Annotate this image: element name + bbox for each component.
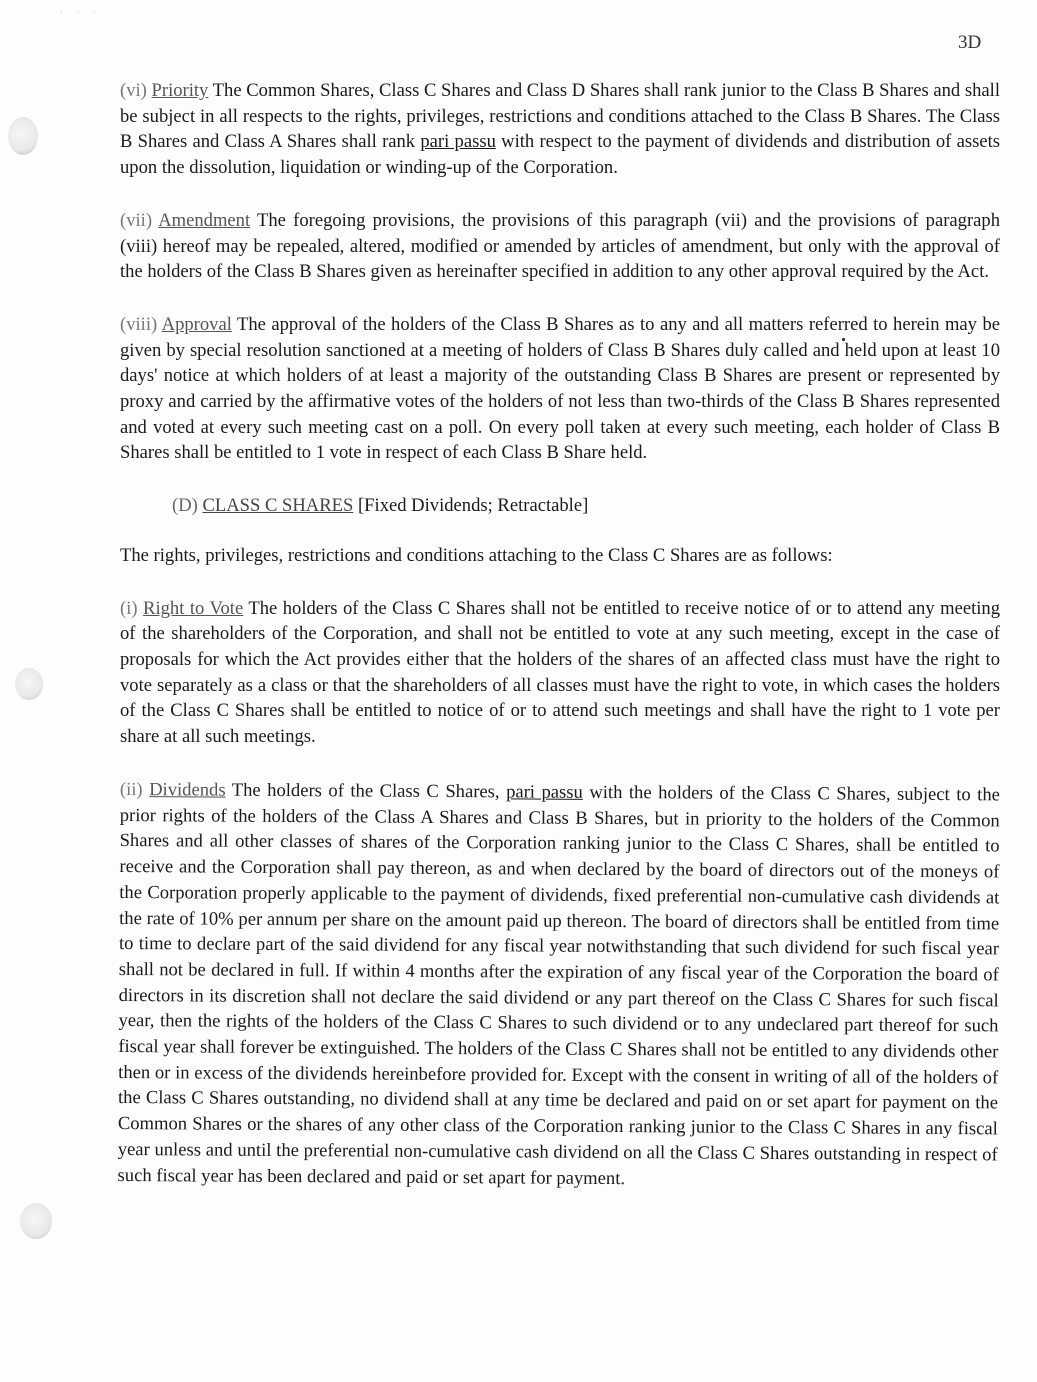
punch-hole bbox=[8, 117, 38, 155]
paragraph-amendment bbox=[120, 208, 1000, 285]
paragraph-number: (viii) bbox=[120, 313, 158, 335]
paragraph-text: The holders of the Class C Shares, bbox=[225, 779, 507, 803]
paragraph-number: (vii) bbox=[120, 209, 153, 231]
paragraph-heading: Priority bbox=[151, 80, 209, 101]
paragraph-number: (ii) bbox=[119, 778, 143, 800]
paragraph-number: (vi) bbox=[120, 80, 147, 101]
paragraph-text: The approval of the holders of the Class B Shares as to any and all matters referred to herein may be given by special resolution sanctioned at a meeting of holders of Class B Shares duly called and held upon at least 10 days' notice at which holders of at least a majority of the outstanding Class B Shares are present or represented by proxy and carried by the affirmative votes of the holders of not less than two-thirds of the Class B Shares represented and voted at every such meeting cast on a poll. On every poll taken at every such meeting, each holder of Class B Shares shall be entitled to 1 vote in respect of each Class B Share held. bbox=[120, 313, 1000, 464]
section-title: CLASS C SHARES bbox=[202, 495, 354, 517]
page-number: 3D bbox=[958, 32, 982, 53]
paragraph-text: with the holders of the Class C Shares, subject to the prior rights of the holders of the Class A Shares and Class B Shares, but in priority to the holders of the Common Shares and all other classes of shares of the Corporation ranking junior to the Class C Shares, shall be entitled to receive and the Corporation shall pay thereon, as and when declared by the board of directors out of the moneys of the Corporation properly applicable to the payment of dividends, fixed preferential non-cumulative cash dividends at the rate of 10% per annum per share on the amount paid up thereon. The board of directors shall be entitled from time to time to declare part of the said dividend for any fiscal year notwithstanding that such dividend for such fiscal year shall not be declared in full. If within 4 months after the expiration of any fiscal year of the Corporation the board of directors in its discretion shall not declare the said dividend or any part thereof on the Class C Shares for such fiscal year, then the rights of the holders of the Class C Shares to such dividend or to any undeclared part thereof for such fiscal year shall forever be extinguished. The holders of the Class C Shares shall not be entitled to any dividends other then or in excess of the dividends hereinbefore provided for. Except with the consent in writing of all of the holders of the Class C Shares outstanding, no dividend shall at any time be declared and paid on or set apart for payment on the Common Shares or the shares of any other class of the Corporation ranking junior to the Class C Shares in any fiscal year unless and until the preferential non-cumulative cash dividend on all the Class C Shares outstanding in respect of such fiscal year has been declared and paid or set apart for payment. bbox=[117, 781, 1000, 1189]
paragraph-heading: Amendment bbox=[158, 209, 251, 231]
section-subtitle: [Fixed Dividends; Retractable] bbox=[353, 495, 589, 517]
paragraph-dividends bbox=[117, 777, 999, 1194]
paragraph-text: The Common Shares, Class C Shares and Class D Shares shall rank junior to the Class B Shares and shall be subject in all respects to the rights, privileges, restrictions and conditions attached to the Class B Shares. The Class B Shares and Class A Shares shall rank bbox=[120, 80, 1000, 153]
paragraph-approval bbox=[120, 312, 1000, 466]
paragraph-heading: Dividends bbox=[149, 778, 226, 801]
section-heading-class-c bbox=[172, 493, 1000, 519]
section-number: (D) bbox=[172, 495, 198, 517]
paragraph-number: (i) bbox=[120, 597, 138, 619]
paragraph-text: The foregoing provisions, the provisions of this paragraph (vii) and the provisions of paragraph (viii) hereof may be repealed, altered, modified or amended by articles of amendment, but only with the approval of the holders of the Class B Shares given as hereinafter specified in addition to any other approval required by the Act. bbox=[120, 209, 1000, 283]
section-intro: The rights, privileges, restrictions and conditions attaching to the Class C Shares are as follows: bbox=[120, 544, 833, 566]
emphasis-pari-passu: pari passu bbox=[420, 131, 496, 153]
paragraph-text: with respect to the payment of dividends and distribution of assets upon the dissolution, liquidation or winding-up of the Corporation. bbox=[120, 131, 1000, 179]
punch-hole bbox=[20, 1203, 52, 1239]
punch-hole bbox=[15, 668, 43, 700]
paragraph-right-to-vote bbox=[120, 596, 1000, 750]
document-body bbox=[117, 78, 1000, 1215]
paragraph-heading: Approval bbox=[161, 313, 232, 335]
paragraph-priority bbox=[120, 78, 1000, 181]
scan-specks: · · · bbox=[60, 8, 102, 17]
emphasis-pari-passu: pari passu bbox=[506, 781, 583, 803]
paragraph-heading: Right to Vote bbox=[143, 597, 244, 619]
paragraph-text: The holders of the Class C Shares shall not be entitled to receive notice of or to attend any meeting of the shareholders of the Corporation, and shall not be entitled to vote at any such meeting, except in the case of proposals for which the Act provides either that the holders of the shares of an affected class must have the right to vote separately as a class or that the shareholders of all classes must have the right to vote, in which cases the holders of the Class C Shares shall be entitled to notice of or to attend such meetings and shall have the right to 1 vote per share at all such meetings. bbox=[120, 597, 1000, 748]
